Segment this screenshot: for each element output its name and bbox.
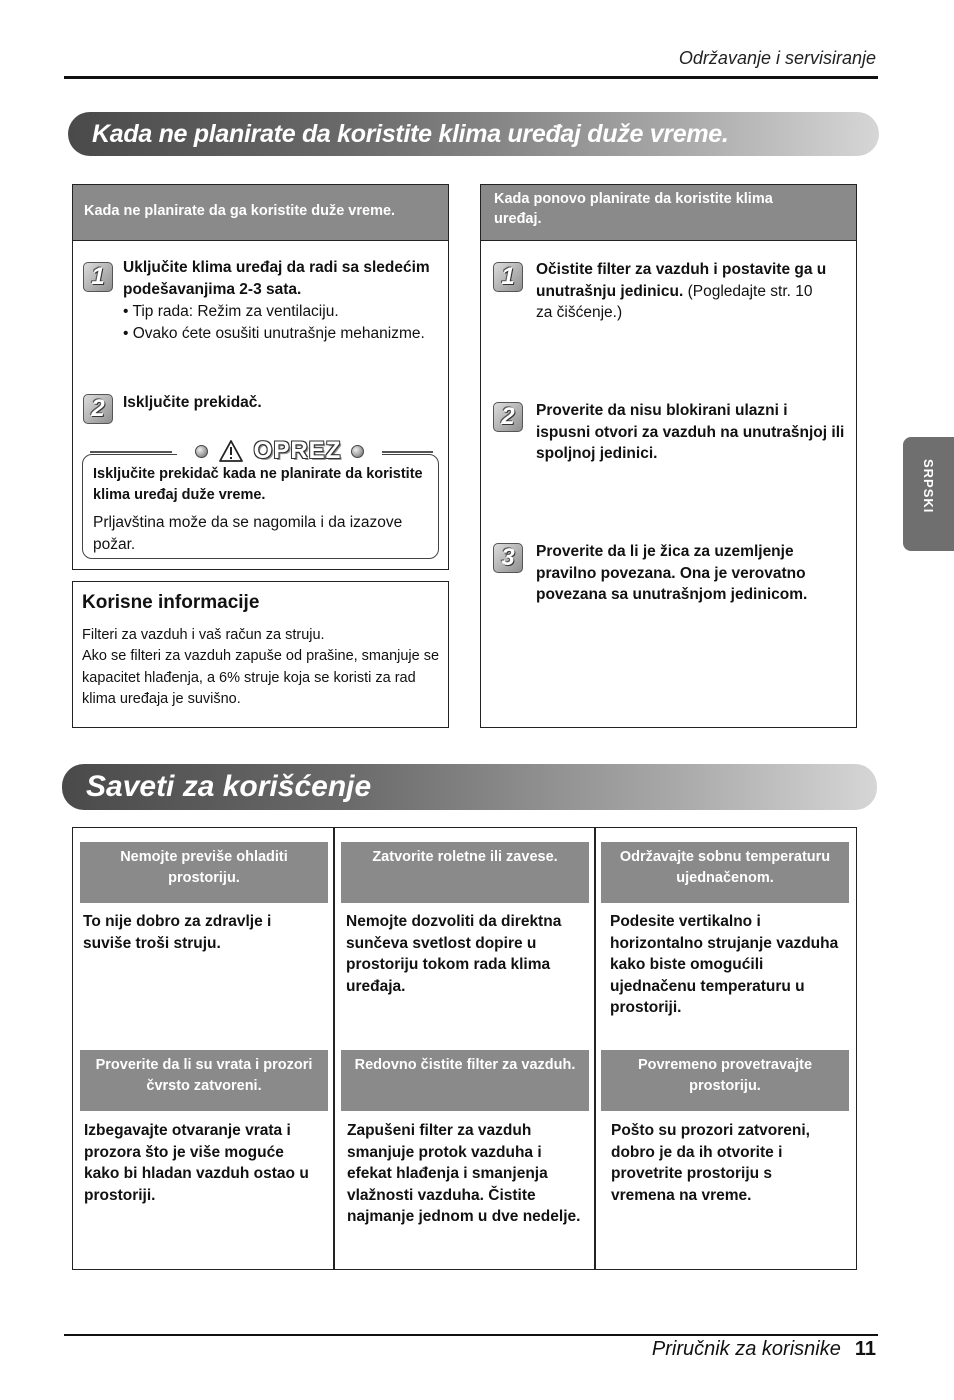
caution-rule-left: [90, 451, 172, 453]
step-number-1: 1: [83, 262, 113, 292]
tip-heading: Nemojte previše ohladiti prostoriju.: [80, 842, 328, 903]
box-heading: Kada ne planirate da ga koristite duže vreme.: [73, 185, 448, 241]
caution-label: OPREZ: [253, 437, 342, 464]
top-divider: [64, 76, 878, 79]
tip-body: Nemojte dozvoliti da direktna sunčeva svetlost dopire u prostoriju tokom rada klima uređaja.: [346, 913, 562, 995]
tip-heading: Proverite da li su vrata i prozori čvrsto zatvoreni.: [80, 1050, 328, 1111]
tip-heading: Održavajte sobnu temperaturu ujednačenom.: [601, 842, 849, 903]
section-title: Održavanje i servisiranje: [678, 48, 876, 68]
info-line-2: Ako se filteri za vazduh zapuše od prašine, smanjuje se kapacitet hlađenja, a 6% struje koja se koristi za rad klima uređaja je suvišno.: [82, 648, 440, 707]
bullet-dot-icon: [195, 445, 208, 458]
step-1: [123, 257, 447, 344]
footer-manual-title: Priručnik za korisnike: [651, 1338, 841, 1360]
section-banner-storage: [68, 112, 879, 156]
language-tab-label: SRPSKI: [921, 459, 936, 514]
restart-step-1: [536, 259, 832, 324]
step-number-2: 2: [83, 394, 113, 424]
grid-divider: [333, 828, 335, 1269]
tip-body: To nije dobro za zdravlje i suviše troši struju.: [83, 913, 272, 952]
caution-title: [177, 436, 382, 466]
banner-title: Saveti za korišćenje: [86, 770, 372, 803]
restart-step-1-ref: (Pogledajte str. 10 za čišćenje.): [536, 282, 813, 321]
language-tab: [903, 437, 954, 551]
step-number-2: 2: [493, 402, 523, 432]
tip-heading: Redovno čistite filter za vazduh.: [341, 1050, 589, 1111]
info-line-1: Filteri za vazduh i vaš račun za struju.: [82, 627, 325, 643]
banner-title: Kada ne planirate da koristite klima uređaj duže vreme.: [92, 119, 729, 148]
bottom-divider: [64, 1334, 878, 1336]
caution-bold: Isključite prekidač kada ne planirate da koristite klima uređaj duže vreme.: [93, 466, 423, 503]
page-number: 11: [854, 1338, 876, 1360]
warning-triangle-icon: [218, 439, 244, 463]
restart-step-2: Proverite da nisu blokirani ulazni i ispusni otvori za vazduh na unutrašnjoj ili spoljnoj jedinici.: [536, 402, 845, 462]
bullet-dot-icon: [351, 445, 364, 458]
step-number-3: 3: [493, 543, 523, 573]
caution-text: Prljavština može da se nagomila i da izazove požar.: [93, 514, 403, 553]
restart-step-3: Proverite da li je žica za uzemljenje pravilno povezana. Ona je verovatno povezana sa unutrašnjom jedinicom.: [536, 543, 808, 603]
step-number-1: 1: [493, 262, 523, 292]
info-title: Korisne informacije: [82, 592, 260, 613]
restart-step-1-bold: Očistite filter za vazduh i postavite ga u unutrašnju jedinicu.: [536, 261, 827, 300]
tip-body: Zapušeni filter za vazduh smanjuje protok vazduha i efekat hlađenja i smanjenja vlažnosti vazduha. Čistite najmanje jednom u dve nedelje.: [347, 1122, 581, 1225]
section-banner-tips: [62, 764, 877, 810]
step-1-text: Uključite klima uređaj da radi sa sledećim podešavanjima 2-3 sata.: [123, 259, 430, 298]
tip-body: Izbegavajte otvaranje vrata i prozora što je više moguće kako bi hladan vazduh ostao u prostoriji.: [84, 1122, 309, 1204]
step-1-bullet-dry: • Ovako ćete osušiti unutrašnje mehanizme.: [123, 324, 425, 342]
step-2-text: Isključite prekidač.: [123, 394, 262, 411]
footer: [652, 1338, 876, 1361]
tip-body: Pošto su prozori zatvoreni, dobro je da ih otvorite i provetrite prostoriju s vremena na vreme.: [611, 1122, 810, 1204]
box-heading: Kada ponovo planirate da koristite klima uređaj.: [481, 185, 856, 241]
caution-content: [93, 464, 428, 555]
tip-heading: Zatvorite roletne ili zavese.: [341, 842, 589, 903]
info-box: [72, 581, 449, 728]
step-1-bullet-mode: • Tip rada: Režim za ventilaciju.: [123, 303, 339, 320]
tip-body: Podesite vertikalno i horizontalno strujanje vazduha kako biste omogućili ujednačenu temperaturu u prostoriji.: [610, 913, 839, 1016]
grid-divider: [594, 828, 596, 1269]
tip-heading: Povremeno provetravajte prostoriju.: [601, 1050, 849, 1111]
